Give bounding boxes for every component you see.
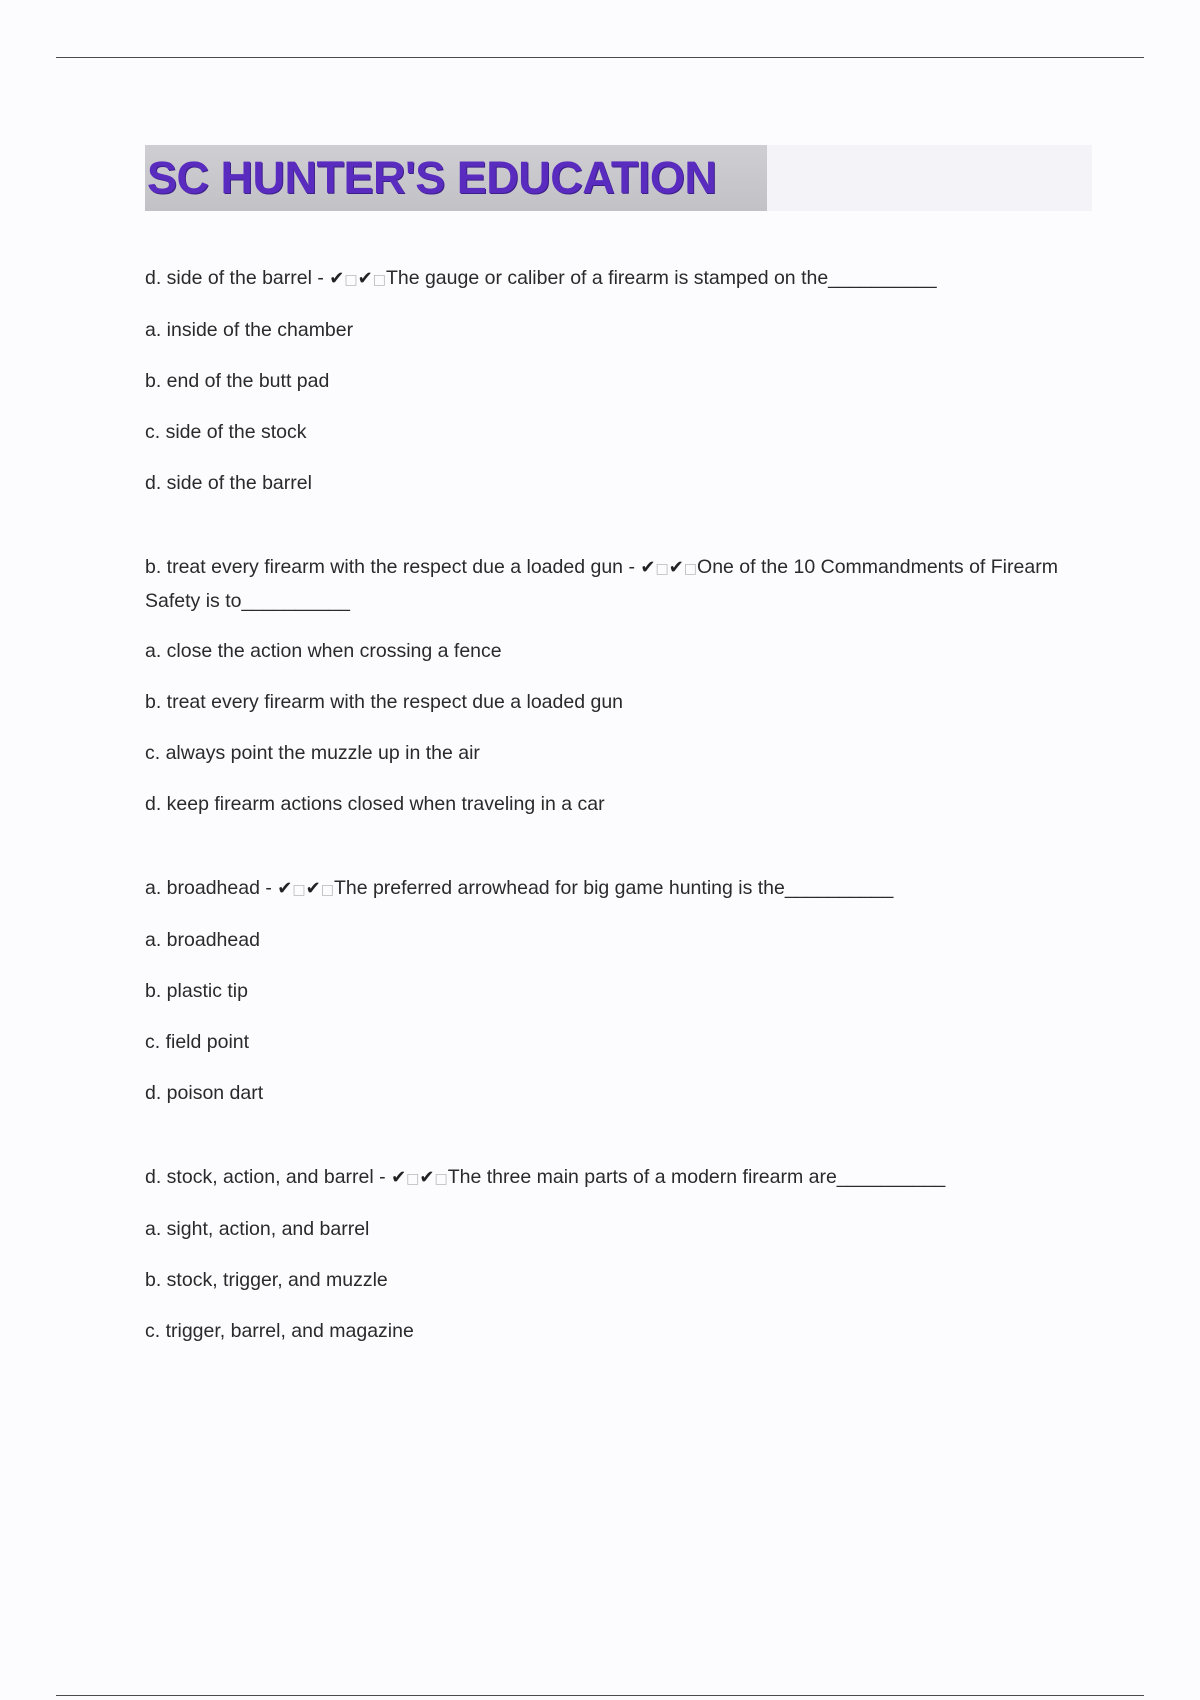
separator: - bbox=[259, 877, 278, 899]
question-line bbox=[145, 872, 1065, 906]
question-text: The gauge or caliber of a firearm is stamped on the__________ bbox=[385, 267, 937, 289]
option-item: c. always point the muzzle up in the air bbox=[145, 742, 480, 764]
option-item: a. sight, action, and barrel bbox=[145, 1218, 370, 1240]
answer-text: a. broadhead bbox=[145, 877, 260, 899]
option-item: d. side of the barrel bbox=[145, 472, 312, 494]
check-icon: ✔ bbox=[391, 1167, 407, 1188]
option-item: c. field point bbox=[145, 1031, 250, 1053]
flashcard-block bbox=[145, 872, 1065, 1109]
box-icon: □ bbox=[320, 882, 334, 898]
flashcard-block bbox=[145, 551, 1065, 820]
box-icon: □ bbox=[292, 882, 306, 898]
flashcard-block bbox=[145, 262, 1065, 499]
check-icon: ✔ bbox=[277, 878, 293, 899]
option-item: b. end of the butt pad bbox=[145, 370, 330, 392]
option-item: a. inside of the chamber bbox=[145, 319, 354, 341]
option-item: b. stock, trigger, and muzzle bbox=[145, 1269, 388, 1291]
separator: - bbox=[373, 1166, 392, 1188]
header-rule bbox=[56, 57, 1144, 58]
box-icon: □ bbox=[655, 561, 669, 577]
option-item: c. trigger, barrel, and magazine bbox=[145, 1320, 414, 1342]
box-icon: □ bbox=[344, 272, 358, 288]
separator: - bbox=[311, 267, 330, 289]
check-icon: ✔ bbox=[329, 268, 345, 289]
title-banner bbox=[145, 145, 767, 211]
footer-rule bbox=[56, 1695, 1144, 1696]
question-text: One of the 10 Commandments of Firearm Safety is to__________ bbox=[145, 556, 1058, 612]
option-item: d. poison dart bbox=[145, 1082, 264, 1104]
check-icon: ✔ bbox=[419, 1167, 435, 1188]
option-item: a. close the action when crossing a fence bbox=[145, 640, 502, 662]
option-item: a. broadhead bbox=[145, 929, 260, 951]
check-icon: ✔ bbox=[357, 268, 373, 289]
flashcard-block bbox=[145, 1161, 1065, 1347]
box-icon: □ bbox=[406, 1171, 420, 1187]
document-title: SC HUNTER'S EDUCATION bbox=[147, 152, 717, 203]
box-icon: □ bbox=[683, 561, 698, 577]
flashcard-list bbox=[145, 262, 1065, 1399]
answer-text: d. side of the barrel bbox=[145, 267, 312, 289]
option-item: b. plastic tip bbox=[145, 980, 248, 1002]
check-icon: ✔ bbox=[668, 557, 684, 578]
question-line bbox=[145, 262, 1065, 296]
answer-text: b. treat every firearm with the respect due a loaded gun bbox=[145, 556, 624, 578]
check-icon: ✔ bbox=[305, 878, 321, 899]
question-line bbox=[145, 1161, 1065, 1195]
box-icon: □ bbox=[372, 272, 386, 288]
check-icon: ✔ bbox=[640, 557, 656, 578]
question-text: The preferred arrowhead for big game hunting is the__________ bbox=[333, 877, 894, 899]
option-item: c. side of the stock bbox=[145, 421, 307, 443]
answer-text: d. stock, action, and barrel bbox=[145, 1166, 374, 1188]
option-item: b. treat every firearm with the respect due a loaded gun bbox=[145, 691, 624, 713]
question-text: The three main parts of a modern firearm are__________ bbox=[447, 1166, 946, 1188]
option-item: d. keep firearm actions closed when traveling in a car bbox=[145, 793, 605, 815]
box-icon: □ bbox=[434, 1171, 448, 1187]
separator: - bbox=[623, 556, 641, 578]
question-line bbox=[145, 551, 1065, 617]
